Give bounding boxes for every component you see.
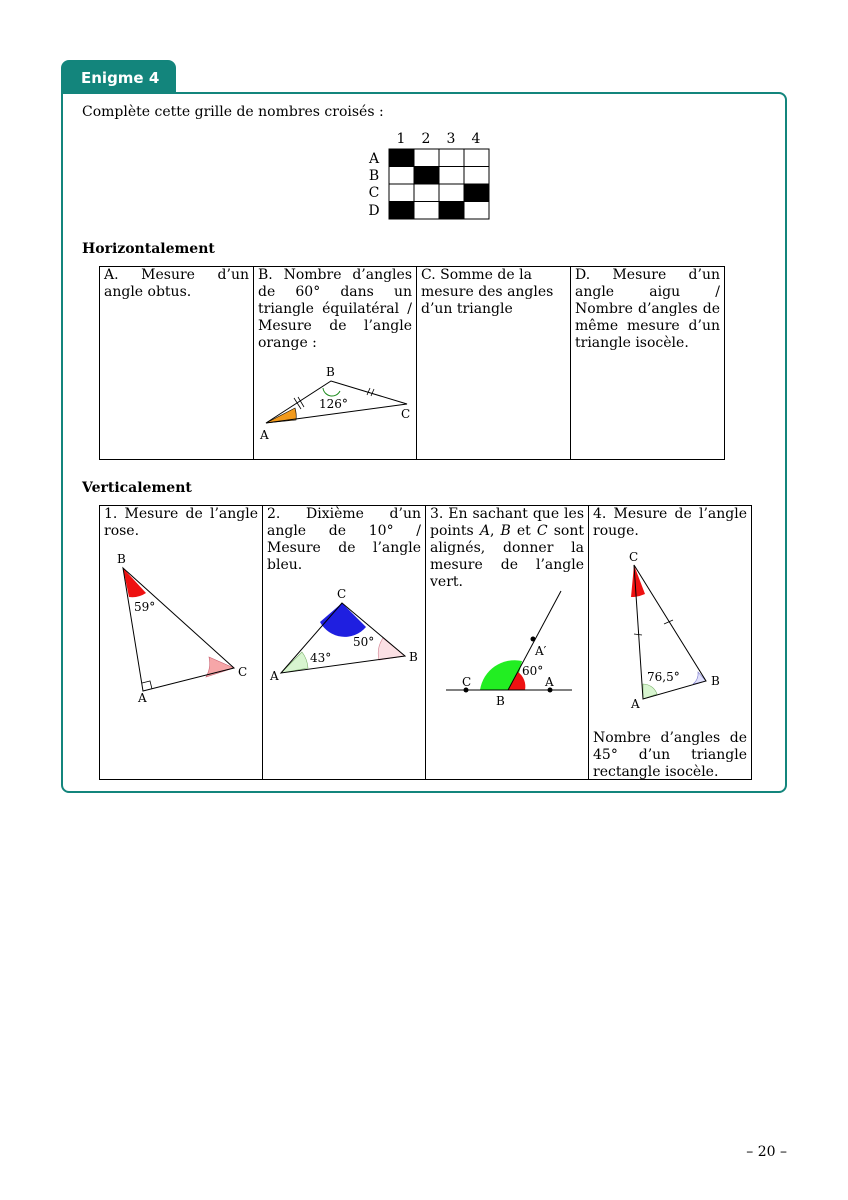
angle-label: 43° xyxy=(310,651,332,665)
row-label: C xyxy=(368,185,380,201)
col-label: 3 xyxy=(446,131,456,147)
instruction: Complète cette grille de nombres croisés : xyxy=(82,104,384,120)
clue-h-c xyxy=(417,267,571,460)
grid-cell[interactable] xyxy=(389,167,414,185)
vertex-label: A xyxy=(631,697,640,711)
vertex-label: B xyxy=(711,674,720,688)
angle-label: 59° xyxy=(134,600,156,614)
grid-cell[interactable] xyxy=(439,167,464,185)
triangle-figure-4 xyxy=(593,540,747,711)
horizontal-clues-table xyxy=(99,266,725,460)
clue-text: 2. Dixième d’un angle de 10° / Mesure de l’angle bleu. xyxy=(267,506,421,573)
grid-cell[interactable] xyxy=(389,184,414,202)
clue-h-a xyxy=(100,267,254,460)
triangle-figure-1 xyxy=(104,540,258,705)
grid-cell-black xyxy=(439,202,464,220)
grid-cell-black xyxy=(464,184,489,202)
clue-v-2 xyxy=(263,506,426,780)
row-label: B xyxy=(368,168,380,184)
vertex-label: C xyxy=(462,675,472,689)
vertex-label: B xyxy=(409,650,418,664)
grid-cell[interactable] xyxy=(414,184,439,202)
clue-text: A. Mesure d’un angle obtus. xyxy=(104,267,249,300)
vertex-label: A xyxy=(545,675,554,689)
clue-v-3 xyxy=(426,506,589,780)
tick-mark xyxy=(634,634,642,635)
horizontal-heading: Horizontalement xyxy=(82,241,215,257)
grid-cell[interactable] xyxy=(464,167,489,185)
col-label: 2 xyxy=(421,131,431,147)
tick-mark xyxy=(367,388,370,395)
vertical-clues-table xyxy=(99,505,752,780)
vertex-label: A xyxy=(138,691,147,705)
vertex-label: B xyxy=(326,365,335,379)
vertex-label: A xyxy=(260,428,269,442)
clue-text: 4. Mesure de l’angle rouge. xyxy=(593,506,747,539)
grid-cell[interactable] xyxy=(439,184,464,202)
vertex-label: A xyxy=(270,669,279,683)
vertex-label: B xyxy=(496,694,505,708)
clue-text: C. Somme de la mesure des angles d’un triangle xyxy=(421,267,554,317)
clue-v-4 xyxy=(589,506,752,780)
vertex-label: B xyxy=(117,552,126,566)
clue-text: B. Nombre d’angles de 60° dans un triangle équilatéral / Mesure de l’angle orange : xyxy=(258,267,412,351)
clue-v-1 xyxy=(100,506,263,780)
vertex-label: C xyxy=(401,407,411,421)
triangle-figure-2 xyxy=(267,574,421,683)
clue-text: 3. En sachant que les points A, B et C sont alignés, donner la mesure de l’angle vert. xyxy=(430,506,584,590)
red-angle-arc xyxy=(631,565,645,597)
tick-mark xyxy=(371,389,374,396)
grid-cell[interactable] xyxy=(439,149,464,167)
clue-h-d xyxy=(571,267,725,460)
green-angle-arc xyxy=(323,388,340,396)
point-a-prime xyxy=(531,637,536,642)
row-label: D xyxy=(368,203,380,219)
vertex-label: C xyxy=(337,587,347,601)
angle-label: 76,5° xyxy=(647,670,680,684)
page-number: – 20 – xyxy=(746,1144,787,1160)
grid-cell[interactable] xyxy=(464,149,489,167)
clue-text: D. Mesure d’un angle aigu / Nombre d’angles de même mesure d’un triangle isocèle. xyxy=(575,267,720,351)
crossword-grid xyxy=(360,129,500,223)
grid-cell[interactable] xyxy=(464,202,489,220)
red-angle-arc xyxy=(123,568,146,597)
col-label: 1 xyxy=(396,131,406,147)
angle-label: 60° xyxy=(522,664,544,678)
grid-cell[interactable] xyxy=(414,149,439,167)
grid-cell-black xyxy=(389,149,414,167)
right-angle-mark xyxy=(142,681,152,689)
vertex-label: C xyxy=(238,665,248,679)
vertical-heading: Verticalement xyxy=(82,480,192,496)
vertex-label: C xyxy=(629,550,639,564)
enigme-tab: Enigme 4 xyxy=(61,60,176,94)
clue-extra-text: Nombre d’angles de 45° d’un triangle rectangle isocèle. xyxy=(593,730,747,780)
row-label: A xyxy=(368,151,380,167)
vertex-label: A′ xyxy=(535,644,547,658)
aligned-points-figure xyxy=(430,591,584,711)
grid-cell[interactable] xyxy=(414,202,439,220)
grid-cell-black xyxy=(414,167,439,185)
angle-label: 50° xyxy=(353,635,375,649)
angle-label: 126° xyxy=(319,397,348,411)
clue-h-b xyxy=(254,267,417,460)
triangle-figure-b xyxy=(258,352,412,442)
col-label: 4 xyxy=(471,131,481,147)
grid-cell-black xyxy=(389,202,414,220)
clue-text: 1. Mesure de l’angle rose. xyxy=(104,506,258,539)
